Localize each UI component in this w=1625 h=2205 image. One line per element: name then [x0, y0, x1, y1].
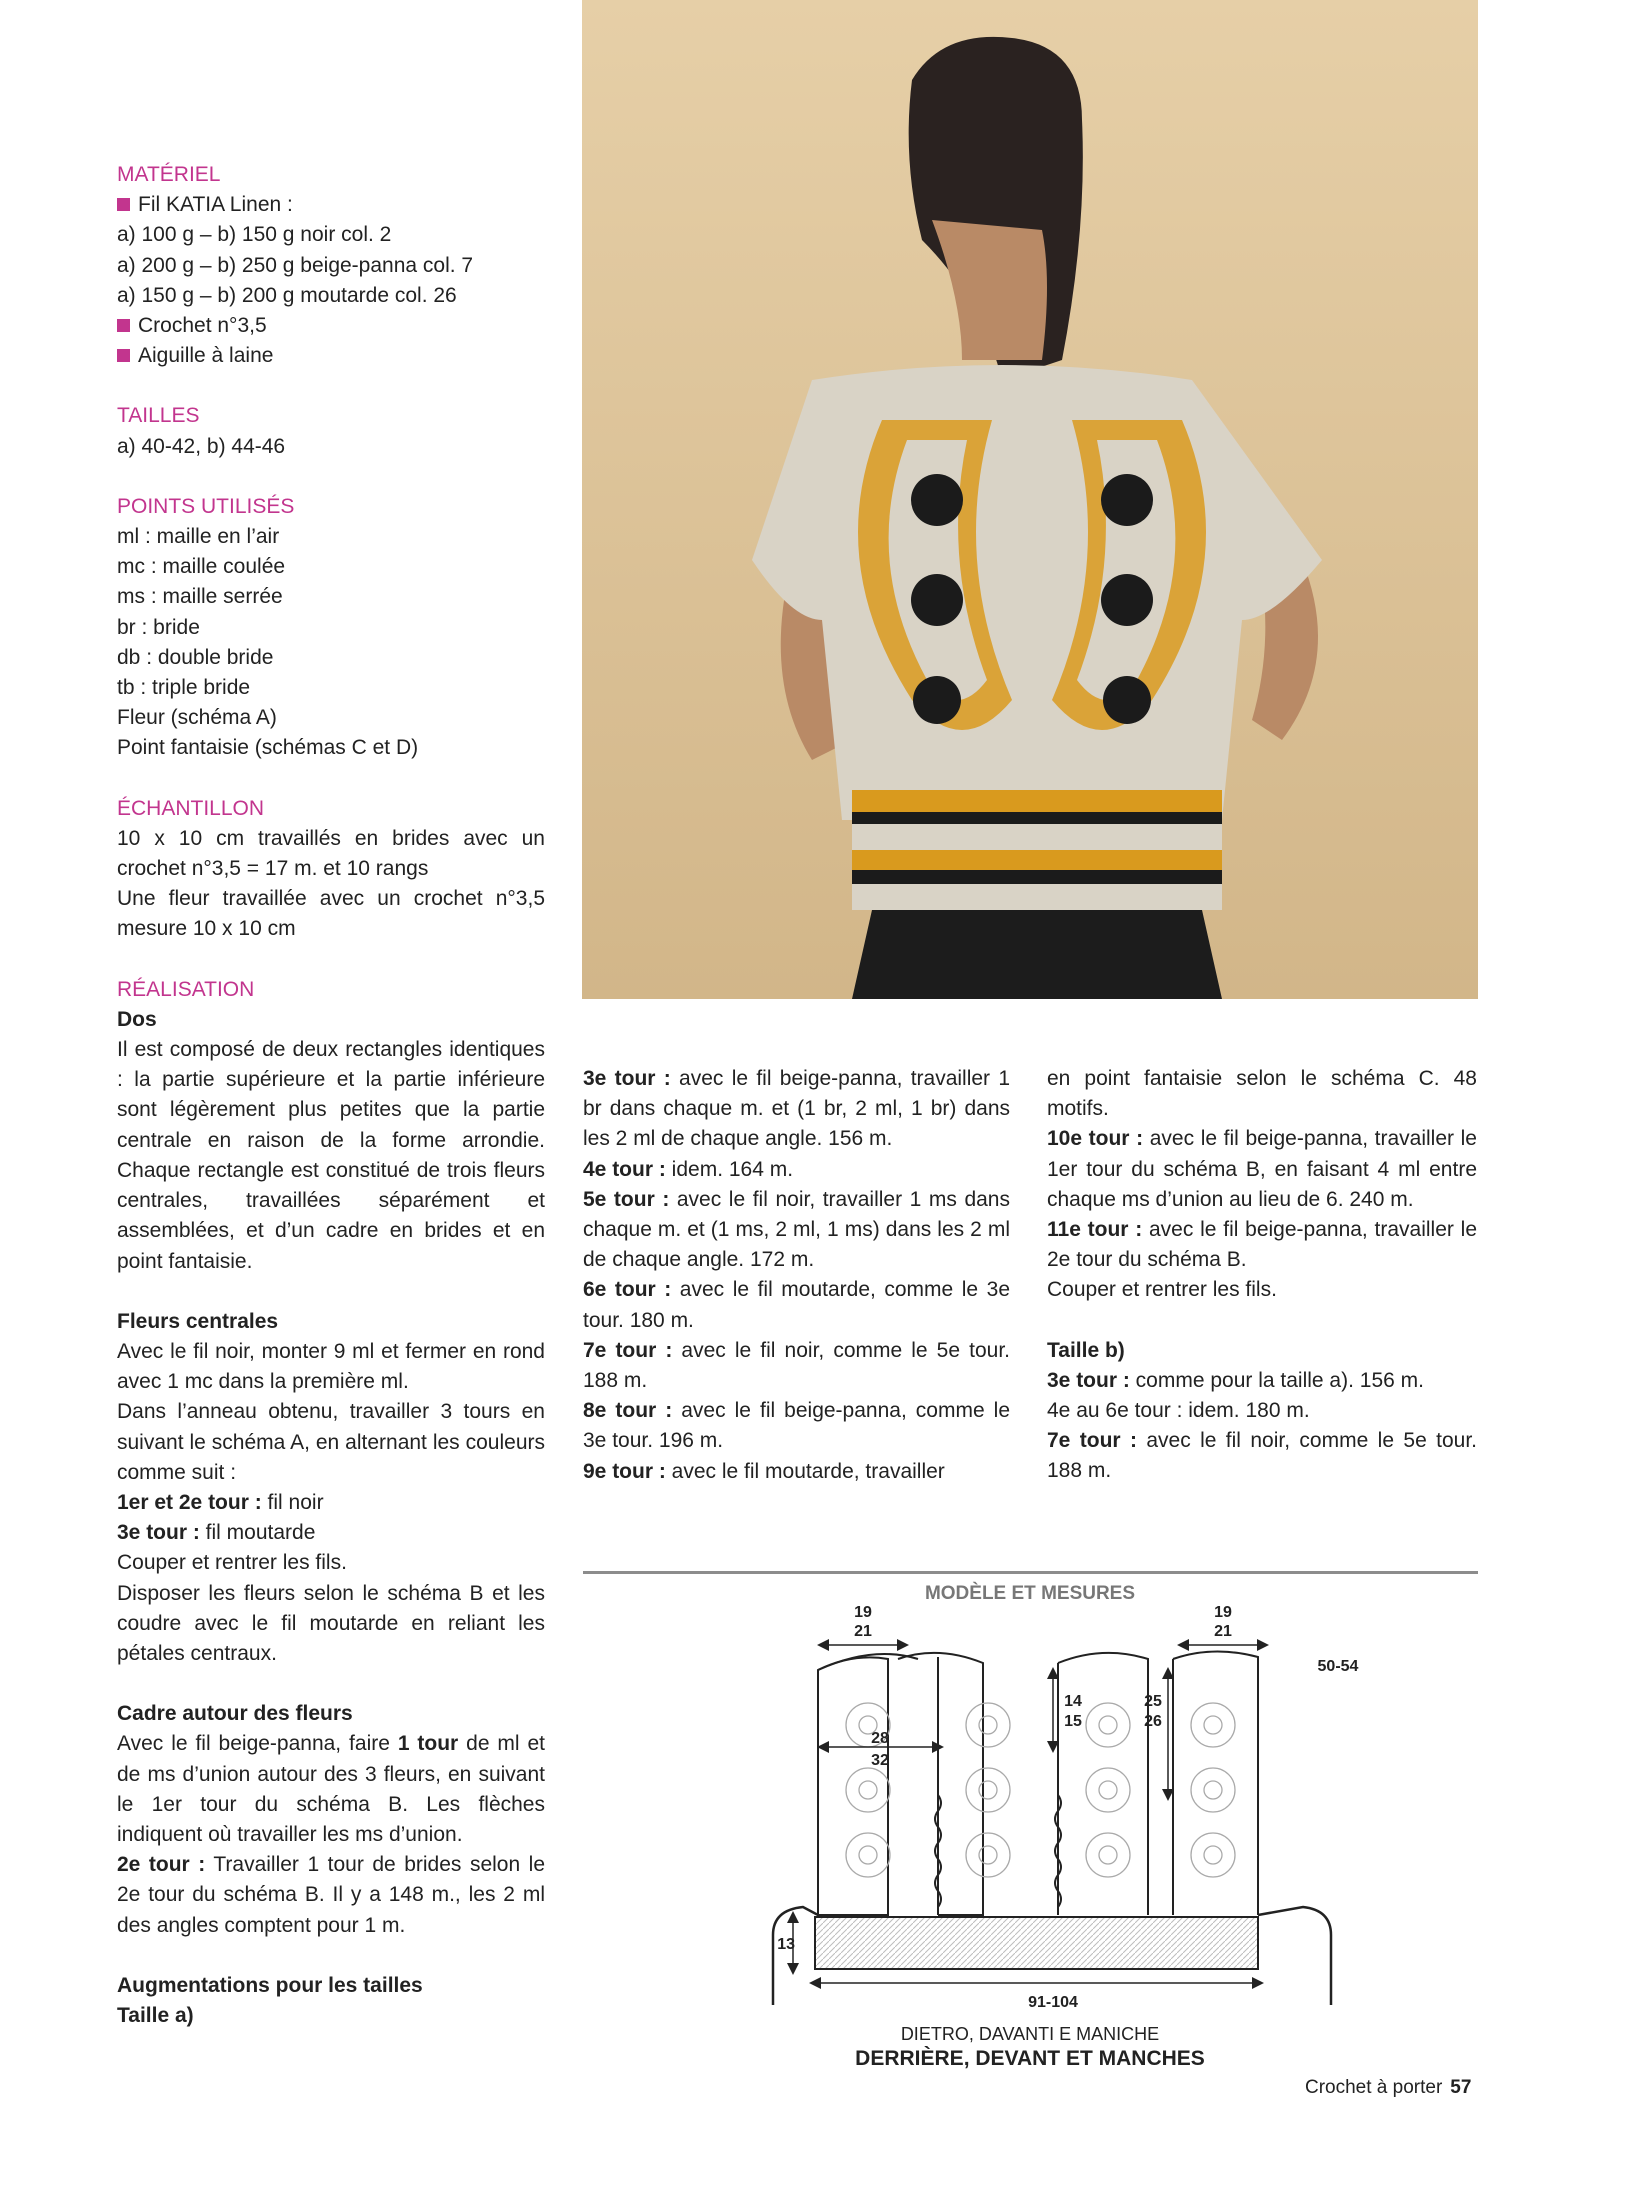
- round-step: 7e tour : avec le fil noir, comme le 5e tour. 188 m.: [583, 1338, 1010, 1393]
- page-footer: [1305, 2077, 1471, 2099]
- bullet-square-icon: [117, 198, 130, 211]
- round-step: 5e tour : avec le fil noir, travailler 1 ms dans chaque m. et (1 ms, 2 ml, 1 ms) dans les 2 ml de chaque angle. 172 m.: [583, 1187, 1010, 1272]
- tailles-heading: TAILLES: [117, 404, 200, 428]
- dos-heading: Dos: [117, 1007, 157, 1031]
- measure-label: 13: [777, 1936, 795, 1953]
- points-line: ml : maille en l’air: [117, 525, 280, 549]
- hem-band: [815, 1917, 1258, 1969]
- measure-label: 50-54: [1317, 1658, 1359, 1675]
- points-section: [117, 492, 545, 764]
- augment-section: [117, 1971, 545, 2031]
- measure-label: 25: [1144, 1693, 1162, 1710]
- realisation-heading: RÉALISATION: [117, 977, 255, 1001]
- panel-outline: [1173, 1651, 1258, 1915]
- tailles-section: [117, 401, 545, 461]
- footer-label: Crochet à porter: [1305, 2077, 1443, 2098]
- cadre-section: [117, 1699, 545, 1941]
- fleurs-section: [117, 1307, 545, 1669]
- taille-b-heading: Taille b): [1047, 1338, 1125, 1362]
- augment-heading: Augmentations pour les tailles: [117, 1973, 423, 1997]
- measure-label: 26: [1144, 1713, 1162, 1730]
- measure-label: 14: [1064, 1693, 1082, 1710]
- echantillon-section: [117, 794, 545, 945]
- materiel-line: Fil KATIA Linen :: [117, 190, 545, 220]
- round-step: 6e tour : avec le fil moutarde, comme le 3e tour. 180 m.: [583, 1278, 1011, 1332]
- measure-label: 21: [854, 1623, 872, 1640]
- cadre-text: Avec le fil beige-panna, faire 1 tour de ml et de ms d’union autour des 3 fleurs, en suivant le 1er tour du schéma B. Les flèches indiquent où travailler les ms d’union.: [117, 1732, 545, 1846]
- measure-label: 19: [1214, 1604, 1232, 1621]
- fleurs-text: Dans l’anneau obtenu, travailler 3 tours en suivant le schéma A, en alternant les couleurs comme suit :: [117, 1400, 545, 1484]
- points-line: mc : maille coulée: [117, 555, 286, 579]
- round-step: 7e tour : avec le fil noir, comme le 5e tour. 188 m.: [1047, 1429, 1478, 1483]
- bullet-square-icon: [117, 319, 130, 332]
- round-step: 8e tour : avec le fil beige-panna, comme le 3e tour. 196 m.: [583, 1399, 1011, 1453]
- round-step: 4e au 6e tour : idem. 180 m.: [1047, 1399, 1310, 1423]
- fleurs-text: Couper et rentrer les fils.: [117, 1551, 347, 1575]
- materiel-section: [117, 160, 545, 371]
- round-step: Couper et rentrer les fils.: [1047, 1278, 1277, 1302]
- diagram-caption-fr: DERRIÈRE, DEVANT ET MANCHES: [855, 2047, 1205, 2070]
- measurement-diagram: [583, 1575, 1478, 2090]
- fleurs-text: Avec le fil noir, monter 9 ml et fermer en rond avec 1 mc dans la première ml.: [117, 1339, 545, 1394]
- round-step: en point fantaisie selon le schéma C. 48 motifs.: [1047, 1067, 1477, 1121]
- points-line: Point fantaisie (schémas C et D): [117, 736, 419, 760]
- measure-label: 91-104: [1028, 1994, 1078, 2011]
- fleurs-step: 3e tour : fil moutarde: [117, 1521, 316, 1545]
- round-step: 9e tour : avec le fil moutarde, travailler: [583, 1459, 945, 1483]
- materiel-line: a) 200 g – b) 250 g beige-panna col. 7: [117, 253, 474, 277]
- measure-label: 32: [871, 1752, 889, 1769]
- measure-label: 21: [1214, 1623, 1232, 1640]
- round-step: 4e tour : idem. 164 m.: [583, 1157, 794, 1181]
- diagram-caption-it: DIETRO, DAVANTI E MANICHE: [900, 2024, 1160, 2044]
- panel-outline: [898, 1653, 983, 1915]
- materiel-line: Crochet n°3,5: [117, 311, 545, 341]
- round-step: 10e tour : avec le fil beige-panna, travailler le 1er tour du schéma B, en faisant 4 ml entre chaque ms d’union au lieu de 6. 240 m.: [1047, 1127, 1477, 1211]
- points-line: Fleur (schéma A): [117, 706, 277, 730]
- points-line: ms : maille serrée: [117, 585, 283, 609]
- measure-label: 28: [871, 1730, 889, 1747]
- bullet-square-icon: [117, 349, 130, 362]
- model-photo: [582, 0, 1478, 999]
- dos-text: Il est composé de deux rectangles identiques : la partie supérieure et la partie inférieure sont légèrement plus petites que la partie centrale en raison de la forme arrondie. Chaque rectangle est constitué de trois fleurs centrales, travaillées séparément et assemblées, et d’un cadre en brides et en point fantaisie.: [117, 1038, 545, 1273]
- left-column: [117, 160, 545, 2031]
- measure-label: 15: [1064, 1713, 1082, 1730]
- points-line: tb : triple bride: [117, 676, 251, 700]
- diagram-title: MODÈLE ET MESURES: [924, 1583, 1136, 1604]
- echantillon-text: Une fleur travaillée avec un crochet n°3,5 mesure 10 x 10 cm: [117, 887, 545, 941]
- page-number: 57: [1450, 2077, 1472, 2098]
- fleurs-text: Disposer les fleurs selon le schéma B et les coudre avec le fil moutarde en reliant les pétales centraux.: [117, 1581, 545, 1665]
- materiel-line: a) 100 g – b) 150 g noir col. 2: [117, 223, 392, 247]
- materiel-line: Aiguille à laine: [117, 341, 545, 371]
- round-step: 3e tour : avec le fil beige-panna, travailler 1 br dans chaque m. et (1 br, 2 ml, 1 br) dans les 2 ml de chaque angle. 156 m.: [583, 1067, 1011, 1151]
- materiel-line: a) 150 g – b) 200 g moutarde col. 26: [117, 283, 457, 307]
- taille-a-heading: Taille a): [117, 2003, 194, 2027]
- echantillon-heading: ÉCHANTILLON: [117, 796, 265, 820]
- realisation-section: [117, 975, 545, 1277]
- points-line: br : bride: [117, 615, 200, 639]
- round-step: 11e tour : avec le fil beige-panna, travailler le 2e tour du schéma B.: [1047, 1218, 1477, 1272]
- right-column: [1047, 1064, 1477, 1487]
- fleurs-heading: Fleurs centrales: [117, 1309, 279, 1333]
- fleurs-step: 1er et 2e tour : fil noir: [117, 1490, 324, 1514]
- cadre-text: 2e tour : Travailler 1 tour de brides selon le 2e tour du schéma B. Il y a 148 m., les 2 ml des angles comptent pour 1 m.: [117, 1853, 546, 1937]
- cadre-heading: Cadre autour des fleurs: [117, 1702, 353, 1726]
- section-divider: [583, 1571, 1478, 1574]
- materiel-heading: MATÉRIEL: [117, 163, 221, 186]
- flower-motifs: [846, 1703, 1235, 1877]
- points-heading: POINTS UTILISÉS: [117, 494, 295, 518]
- tailles-text: a) 40-42, b) 44-46: [117, 434, 286, 458]
- points-line: db : double bride: [117, 645, 274, 669]
- measure-label: 19: [854, 1604, 872, 1621]
- round-step: 3e tour : comme pour la taille a). 156 m.: [1047, 1368, 1424, 1392]
- middle-column: [583, 1064, 1010, 1487]
- panel-outline: [818, 1657, 888, 1915]
- echantillon-text: 10 x 10 cm travaillés en brides avec un crochet n°3,5 = 17 m. et 10 rangs: [117, 826, 545, 881]
